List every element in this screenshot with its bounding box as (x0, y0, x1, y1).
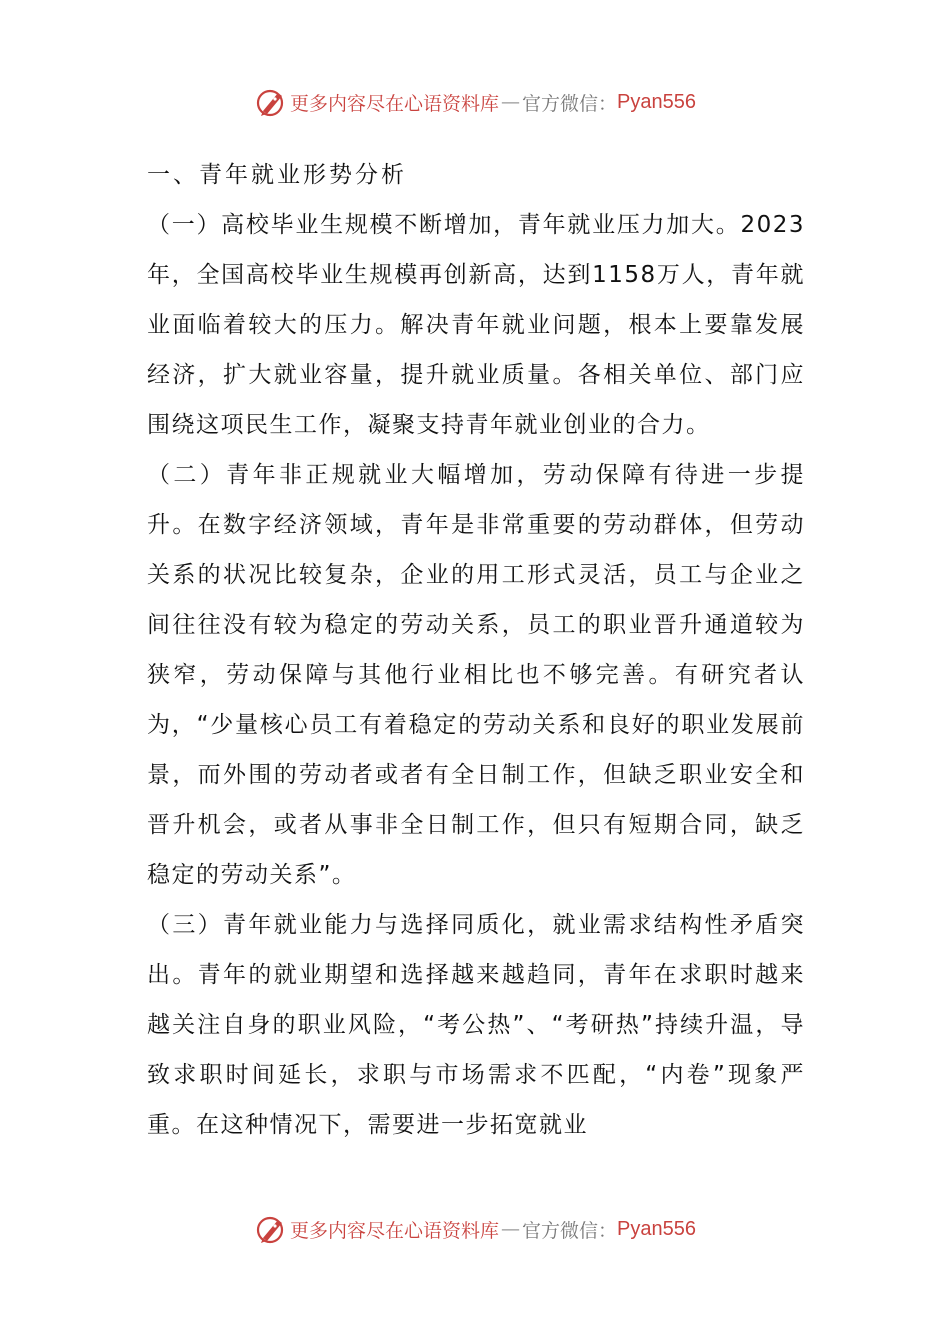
section-title: 一、青年就业形势分析 (147, 162, 407, 188)
pen-nib-logo-icon (254, 85, 288, 119)
paragraph-2: （二）青年非正规就业大幅增加，劳动保障有待进一步提升。在数字经济领域，青年是非常重要的劳动群体，但劳动关系的状况比较复杂，企业的用工形式灵活，员工与企业之间往往没有较为稳定的劳动关系，员工的职业晋升通道较为狭窄，劳动保障与其他行业相比也不够完善。有研究者认为，“少量核心员工有着稳定的劳动关系和良好的职业发展前景，而外围的劳动者或者有全日制工作，但缺乏职业安全和晋升机会，或者从事非全日制工作，但只有短期合同，缺乏稳定的劳动关系”。 (147, 462, 805, 888)
paragraph-1: （一）高校毕业生规模不断增加，青年就业压力加大。2023年，全国高校毕业生规模再创新高，达到1158万人，青年就业面临着较大的压力。解决青年就业问题，根本上要靠发展经济，扩大就业容量，提升就业质量。各相关单位、部门应围绕这项民生工作，凝聚支持青年就业创业的合力。 (147, 212, 805, 438)
footer-banner-dash: — (501, 1218, 521, 1240)
header-wechat-id: Pyan556 (617, 90, 696, 113)
footer-banner (0, 1209, 950, 1249)
header-banner-text: 更多内容尽在心语资料库 (290, 92, 500, 115)
footer-banner-text: 更多内容尽在心语资料库 (290, 1219, 500, 1242)
paragraph-3: （三）青年就业能力与选择同质化，就业需求结构性矛盾突出。青年的就业期望和选择越来越趋同，青年在求职时越来越关注自身的职业风险，“考公热”、“考研热”持续升温，导致求职时间延长，求职与市场需求不匹配，“内卷”现象严重。在这种情况下，需要进一步拓宽就业 (147, 912, 805, 1138)
header-wechat-label: 官方微信： (522, 92, 618, 115)
footer-wechat-id: Pyan556 (617, 1217, 696, 1240)
header-banner-dash: — (501, 91, 521, 113)
document-body (147, 150, 805, 1150)
footer-wechat-label: 官方微信： (522, 1219, 618, 1242)
pen-nib-logo-icon (254, 1212, 288, 1246)
header-banner (0, 82, 950, 122)
